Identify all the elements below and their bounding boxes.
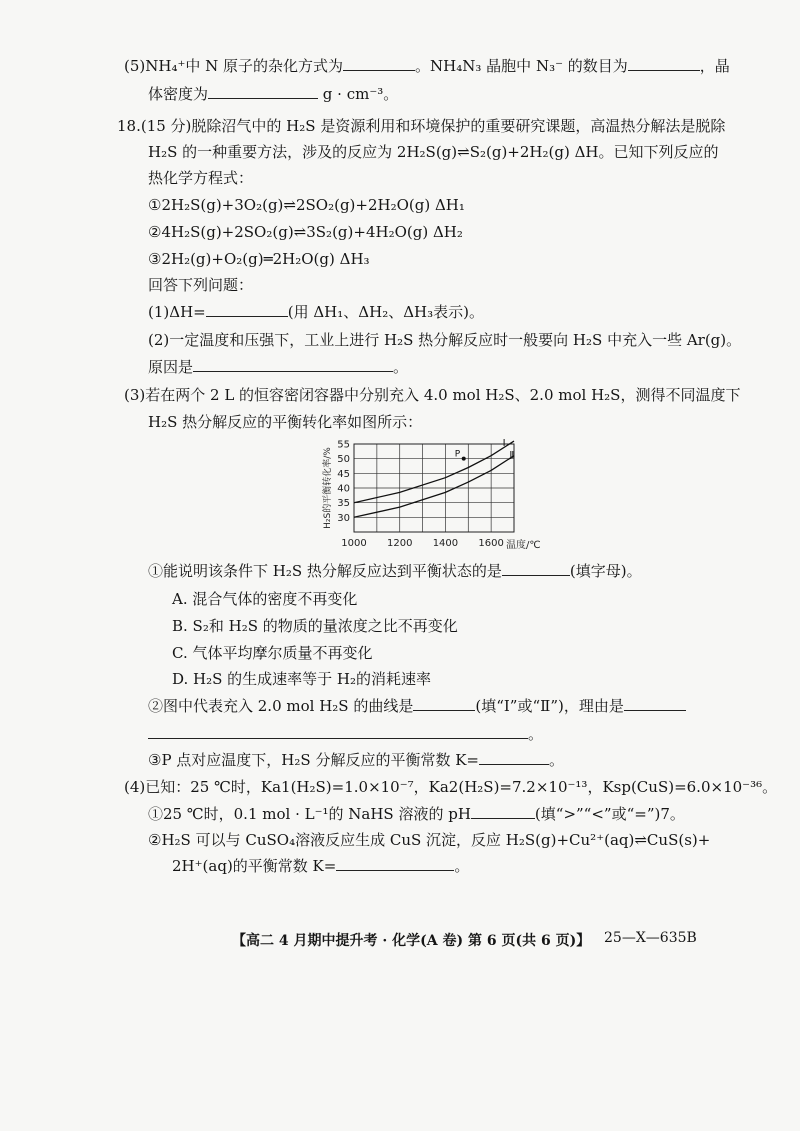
- option-d: D. H₂S 的生成速率等于 H₂的消耗速率: [172, 670, 432, 688]
- answer-blank[interactable]: [193, 357, 393, 372]
- x-tick-label: 1400: [432, 538, 459, 549]
- q18-sub2-hint: (填“Ⅰ”或“Ⅱ”)，理由是: [475, 697, 624, 715]
- y-tick-label: 55: [337, 439, 350, 451]
- q18-equation-3: ③2H₂(g)+O₂(g)═2H₂O(g) ΔH₃: [148, 250, 370, 268]
- series-label-2: Ⅱ: [509, 450, 515, 461]
- q18-sub1-hint: (填字母)。: [569, 562, 642, 580]
- q18-part3-line2: H₂S 热分解反应的平衡转化率如图所示：: [148, 413, 423, 431]
- q18-sub2-end: 。: [528, 725, 544, 743]
- q18-part4-sub2-line1: ②H₂S 可以与 CuSO₄溶液反应生成 CuS 沉淀，反应 H₂S(g)+Cu²⁺(aq)⇌CuS(s)+: [148, 831, 711, 849]
- answer-blank[interactable]: [628, 56, 700, 71]
- answer-blank[interactable]: [343, 56, 415, 71]
- footer-code: 25—X—635B: [604, 930, 697, 946]
- q17-5-text2: 。NH₄N₃ 晶胞中 N₃⁻ 的数目为: [415, 57, 628, 75]
- q17-5-text4: 体密度为: [148, 85, 209, 103]
- q18-part4-sub2-end: 。: [454, 857, 470, 875]
- y-tick-label: 30: [337, 512, 350, 524]
- q18-intro-line1: 18.(15 分)脱除沼气中的 H₂S 是资源利用和环境保护的重要研究课题，高温热分解法是脱除: [117, 117, 726, 135]
- q18-part4-sub1-text: ①25 ℃时，0.1 mol · L⁻¹的 NaHS 溶液的 pH: [148, 805, 471, 823]
- q18-part1-text: (1)ΔH=: [148, 303, 206, 321]
- q18-part2-line1: (2)一定温度和压强下，工业上进行 H₂S 热分解反应时一般要向 H₂S 中充入一些 Ar(g)。: [148, 331, 742, 349]
- answer-blank[interactable]: [148, 724, 528, 739]
- x-tick-label: 1000: [341, 538, 367, 549]
- option-a: A. 混合气体的密度不再变化: [172, 590, 358, 608]
- x-axis-label: 温度/℃: [506, 540, 541, 551]
- q18-part2-label: 原因是: [148, 358, 194, 376]
- q17-5-line2: [148, 84, 398, 104]
- y-axis-label: H₂S的平衡转化率/%: [323, 447, 333, 529]
- y-tick-label: 40: [337, 483, 350, 495]
- footer-title: 【高二 4 月期中提升考 · 化学(A 卷) 第 6 页(共 6 页)】: [232, 933, 591, 949]
- series-label-1: Ⅰ: [502, 438, 506, 449]
- q18-part2-line2: [148, 357, 408, 377]
- chart-grid: [354, 444, 514, 532]
- q17-5-text5: g · cm⁻³。: [322, 85, 399, 103]
- q18-part3-line1: (3)若在两个 2 L 的恒容密闭容器中分别充入 4.0 mol H₂S、2.0 mol H₂S，测得不同温度下: [124, 386, 741, 404]
- answer-blank[interactable]: [624, 696, 686, 711]
- q18-sub3: [148, 750, 564, 770]
- q18-sub1: [148, 561, 642, 581]
- q18-sub3-end: 。: [549, 751, 565, 769]
- q18-sub2-line2: [148, 724, 543, 744]
- y-tick-label: 35: [337, 498, 350, 510]
- q17-5-text3: ，晶: [699, 57, 730, 75]
- q18-equation-1: ①2H₂S(g)+3O₂(g)⇌2SO₂(g)+2H₂O(g) ΔH₁: [148, 196, 465, 214]
- q18-part4-sub2-line2: [172, 856, 469, 876]
- x-tick-label: 1600: [478, 538, 504, 549]
- answer-blank[interactable]: [479, 750, 549, 765]
- conversion-chart: [318, 436, 548, 556]
- q18-part4-sub1-hint: (填“>”“<”或“=”)7。: [534, 805, 685, 823]
- q17-5-line1: [124, 56, 730, 76]
- q18-equation-2: ②4H₂S(g)+2SO₂(g)⇌3S₂(g)+4H₂O(g) ΔH₂: [148, 223, 463, 241]
- answer-blank[interactable]: [471, 804, 535, 819]
- q18-intro-line2: H₂S 的一种重要方法，涉及的反应为 2H₂S(g)⇌S₂(g)+2H₂(g) ΔH。已知下列反应的: [148, 143, 719, 161]
- q18-part4: (4)已知：25 ℃时，Ka1(H₂S)=1.0×10⁻⁷，Ka2(H₂S)=7.2×10⁻¹³，Ksp(CuS)=6.0×10⁻³⁶。: [124, 778, 778, 796]
- q18-sub3-text: ③P 点对应温度下，H₂S 分解反应的平衡常数 K=: [148, 751, 479, 769]
- y-tick-label: 45: [337, 468, 350, 480]
- answer-blank[interactable]: [208, 84, 318, 99]
- q18-part1-hint: (用 ΔH₁、ΔH₂、ΔH₃表示)。: [287, 303, 484, 321]
- point-p-marker: [462, 457, 466, 461]
- q18-sub2: [148, 696, 686, 716]
- option-c: C. 气体平均摩尔质量不再变化: [172, 644, 373, 662]
- q18-part4-sub1: [148, 804, 685, 824]
- series-line-2: [354, 456, 514, 518]
- q18-sub2-text: ②图中代表充入 2.0 mol H₂S 的曲线是: [148, 697, 414, 715]
- y-tick-label: 50: [337, 454, 350, 466]
- q18-intro-line3: 热化学方程式：: [148, 169, 254, 187]
- answer-blank[interactable]: [206, 302, 288, 317]
- answer-blank[interactable]: [502, 561, 570, 576]
- option-b: B. S₂和 H₂S 的物质的量浓度之比不再变化: [172, 617, 458, 635]
- point-p-label: P: [454, 449, 461, 460]
- q17-5-text1: (5)NH₄⁺中 N 原子的杂化方式为: [124, 57, 344, 75]
- q18-sub1-text: ①能说明该条件下 H₂S 热分解反应达到平衡状态的是: [148, 562, 502, 580]
- answer-blank[interactable]: [413, 696, 475, 711]
- q18-part4-sub2-text: 2H⁺(aq)的平衡常数 K=: [172, 857, 337, 875]
- series-line-1: [354, 441, 514, 503]
- page-footer: [232, 930, 697, 950]
- q18-part1: [148, 302, 484, 322]
- x-tick-label: 1200: [386, 538, 413, 549]
- answer-blank[interactable]: [336, 856, 454, 871]
- q18-prompt: 回答下列问题：: [148, 276, 254, 294]
- q18-part2-end: 。: [393, 358, 409, 376]
